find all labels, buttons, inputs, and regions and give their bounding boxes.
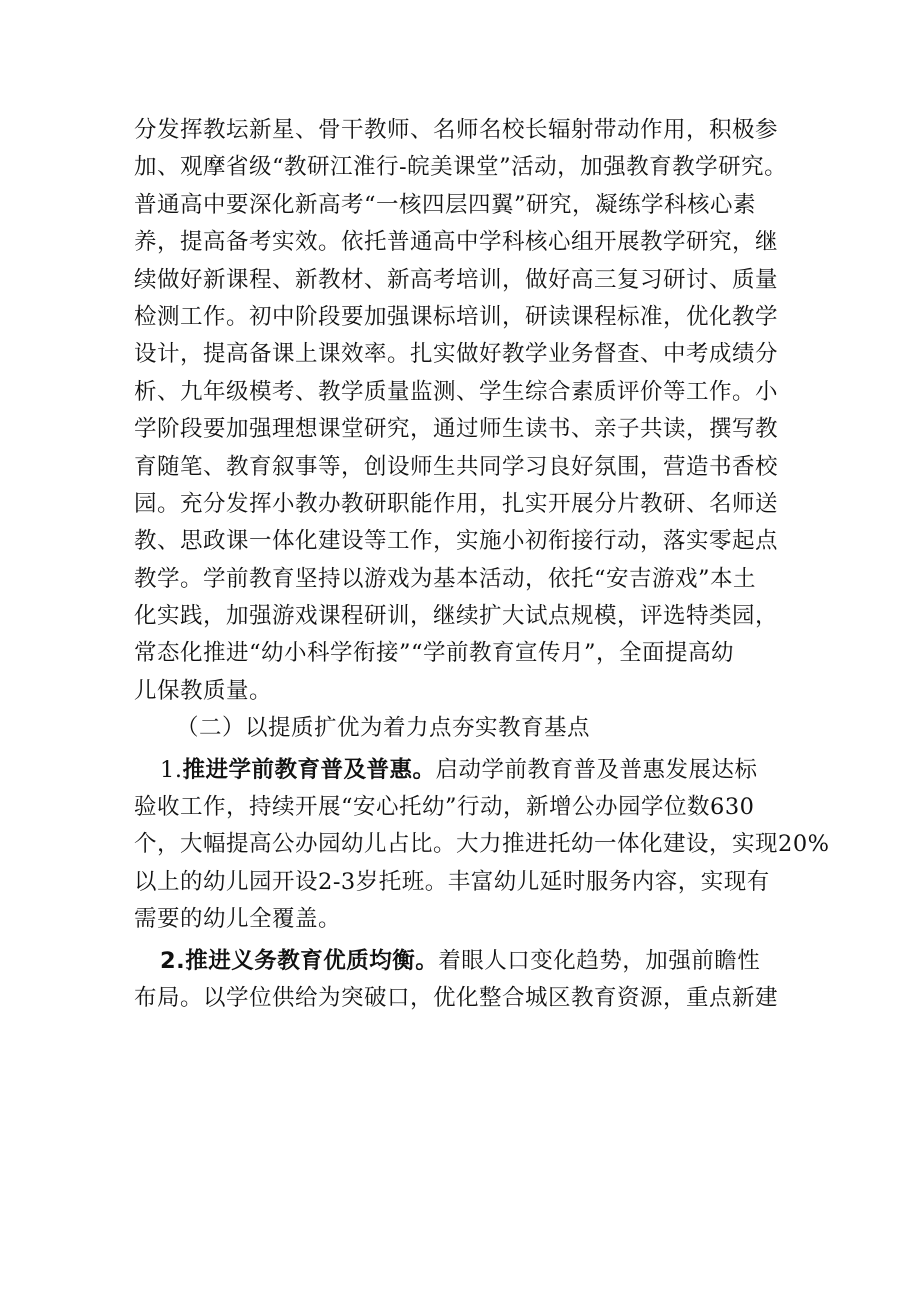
text-line: 教学。学前教育坚持以游戏为基本活动，依托“安吉游戏”本土 bbox=[134, 565, 757, 592]
item-title: 推进学前教育普及普惠。 bbox=[182, 756, 436, 783]
text-line: 验收工作，持续开展“安心托幼”行动，新增公办园学位数630 bbox=[134, 794, 755, 821]
text-line: 育随笔、教育叙事等，创设师生共同学习良好氛围，营造书香校 bbox=[134, 453, 779, 480]
document-body bbox=[134, 112, 830, 1017]
text-line: 园。充分发挥小教办教研职能作用，扎实开展分片教研、名师送 bbox=[134, 490, 779, 517]
text-line: 教、思政课一体化建设等工作，实施小初衔接行动，落实零起点 bbox=[134, 528, 779, 555]
text-line: 养，提高备考实效。依托普通高中学科核心组开展教学研究，继 bbox=[134, 229, 779, 256]
text-line: 布局。以学位供给为突破口，优化整合城区教育资源，重点新建 bbox=[134, 984, 779, 1011]
text-line: 设计，提高备课上课效率。扎实做好教学业务督查、中考成绩分 bbox=[134, 341, 779, 368]
text-line: 学阶段要加强理想课堂研究，通过师生读书、亲子共读，撰写教 bbox=[134, 416, 779, 443]
item-preschool-education bbox=[134, 752, 830, 939]
item-text: 启动学前教育普及普惠发展达标 bbox=[435, 756, 758, 783]
item-number: 2 bbox=[160, 947, 177, 974]
section-heading: （二）以提质扩优为着力点夯实教育基点 bbox=[176, 715, 591, 742]
text-line: 儿保教质量。 bbox=[134, 677, 273, 704]
item-first-line bbox=[134, 752, 814, 789]
text-line: 加、观摩省级“教研江淮行-皖美课堂”活动，加强教育教学研究。 bbox=[134, 154, 788, 181]
item-first-line bbox=[134, 943, 814, 980]
text-line: 需要的幼儿全覆盖。 bbox=[134, 906, 342, 933]
item-title: .推进义务教育优质均衡。 bbox=[176, 947, 439, 974]
text-line: 个，大幅提高公办园幼儿占比。大力推进托幼一体化建设，实现20% bbox=[134, 831, 830, 858]
text-line: 析、九年级模考、教学质量监测、学生综合素质评价等工作。小 bbox=[134, 378, 779, 405]
text-line: 续做好新课程、新教材、新高考培训，做好高三复习研讨、质量 bbox=[134, 266, 779, 293]
paragraph-education-research bbox=[134, 112, 814, 710]
text-line: 以上的幼儿园开设2-3岁托班。丰富幼儿延时服务内容，实现有 bbox=[134, 868, 770, 895]
text-line: 常态化推进“幼小科学衔接”“学前教育宣传月”，全面提高幼 bbox=[134, 640, 735, 667]
item-text: 着眼人口变化趋势，加强前瞻性 bbox=[438, 947, 761, 974]
item-number: 1. bbox=[160, 756, 183, 783]
item-compulsory-education bbox=[134, 943, 814, 1018]
text-line: 检测工作。初中阶段要加强课标培训，研读课程标准，优化教学 bbox=[134, 303, 779, 330]
text-line: 化实践，加强游戏课程研训，继续扩大试点规模，评选特类园， bbox=[134, 603, 779, 630]
text-line: 普通高中要深化新高考“一核四层四翼”研究，凝练学科核心素 bbox=[134, 191, 757, 218]
text-line: 分发挥教坛新星、骨干教师、名师名校长辐射带动作用，积极参 bbox=[134, 117, 779, 143]
